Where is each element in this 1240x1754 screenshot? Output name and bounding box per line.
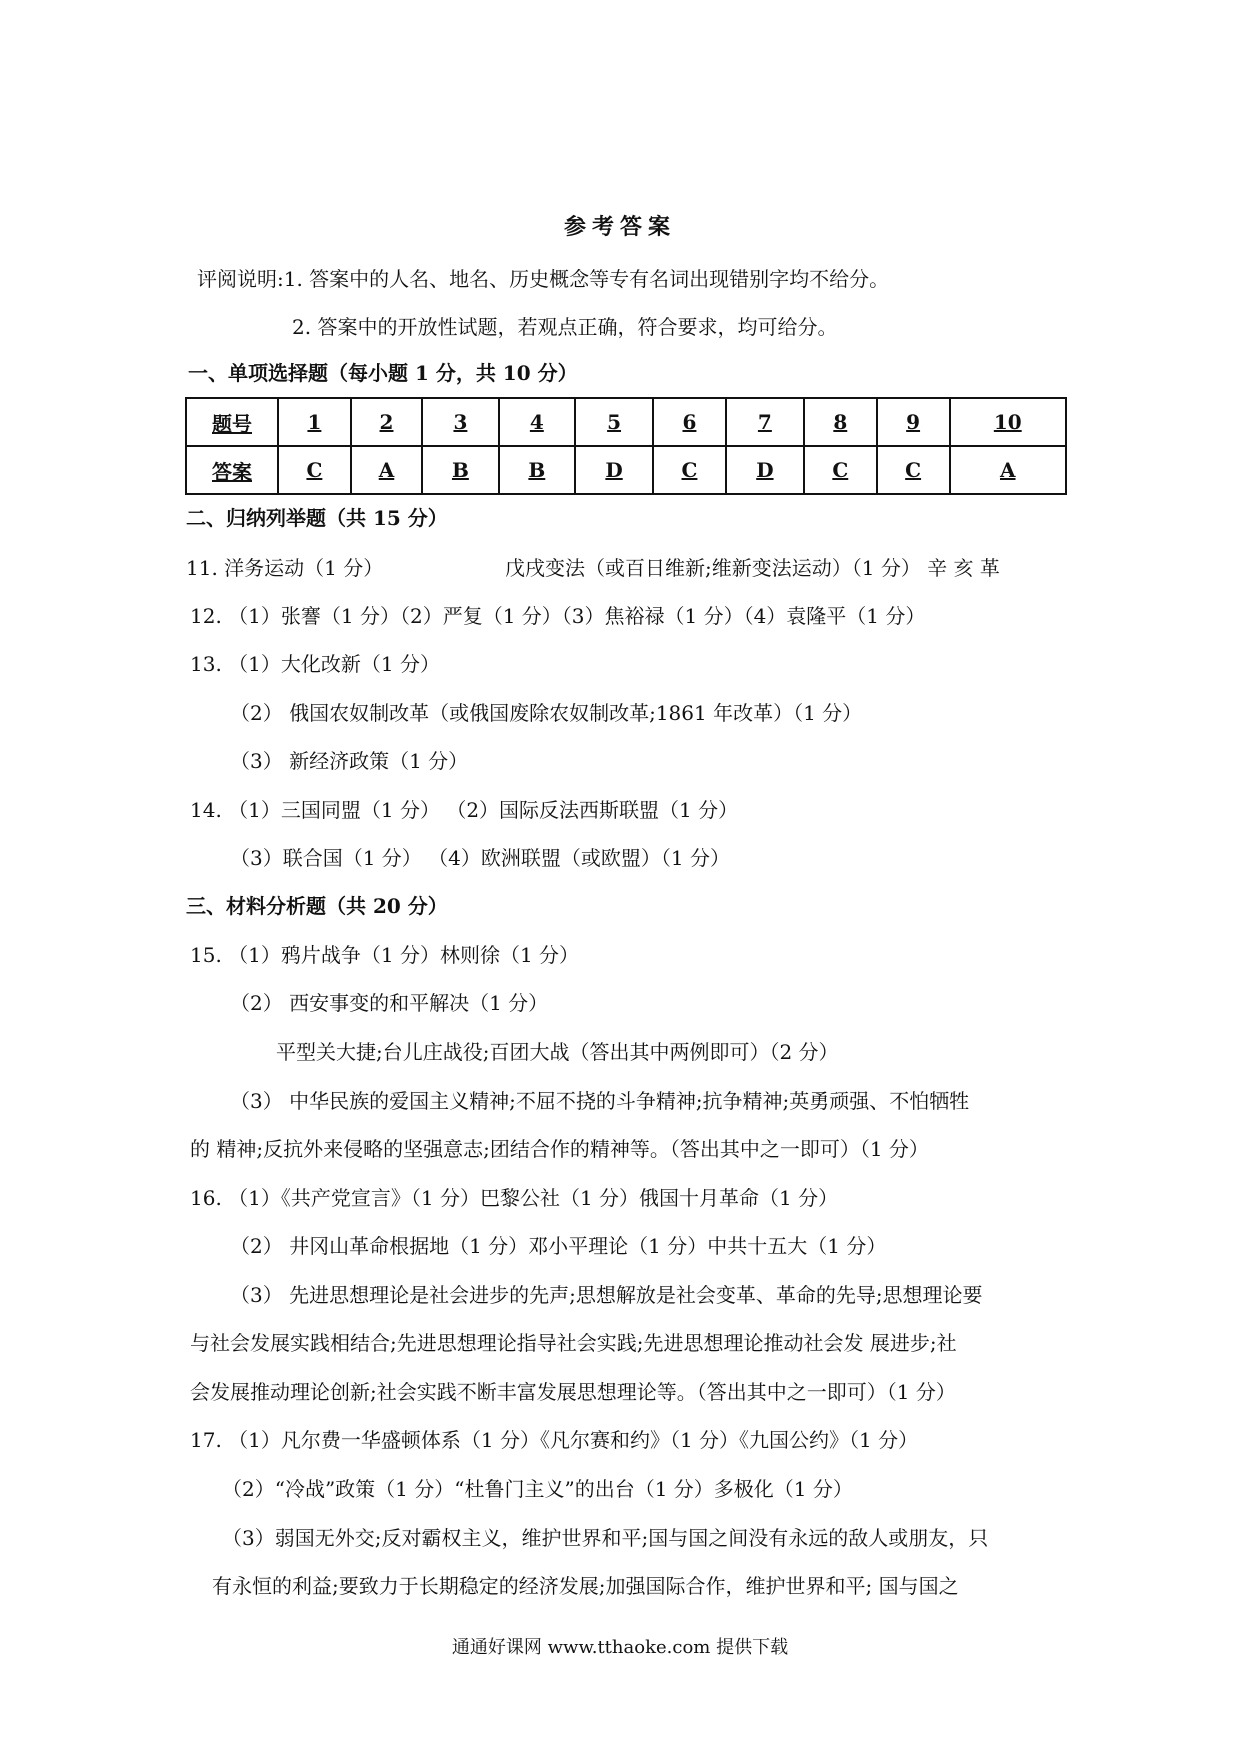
answer-q17-3b: 有永恒的利益;要致力于长期稳定的经济发展;加强国际合作，维护世界和平; 国与国之 xyxy=(212,1574,959,1598)
section-2-heading: 二、归纳列举题（共 15 分） xyxy=(186,506,448,530)
table-cell: 1 xyxy=(278,398,351,446)
table-cell: A xyxy=(351,446,422,494)
section-1-heading: 一、单项选择题（每小题 1 分，共 10 分） xyxy=(188,361,578,385)
answer-q15-1: 15. （1）鸦片战争（1 分）林则徐（1 分） xyxy=(190,943,580,967)
row-label-answer: 答案 xyxy=(186,446,278,494)
answer-q16-1: 16. （1）《共产党宣言》（1 分）巴黎公社（1 分）俄国十月革命（1 分） xyxy=(190,1186,839,1210)
table-cell: 7 xyxy=(726,398,804,446)
answer-q15-3a: （3） 中华民族的爱国主义精神;不屈不挠的斗争精神;抗争精神;英勇顽强、不怕牺牲 xyxy=(230,1089,970,1113)
table-cell: 4 xyxy=(499,398,575,446)
table-cell: B xyxy=(422,446,498,494)
table-cell: B xyxy=(499,446,575,494)
row-label-number: 题号 xyxy=(186,398,278,446)
answer-q16-2: （2） 井冈山革命根据地（1 分）邓小平理论（1 分）中共十五大（1 分） xyxy=(230,1234,887,1258)
section-3-heading: 三、材料分析题（共 20 分） xyxy=(186,894,448,918)
table-cell: C xyxy=(278,446,351,494)
table-cell: 5 xyxy=(575,398,653,446)
answer-q17-3a: （3）弱国无外交;反对霸权主义，维护世界和平;国与国之间没有永远的敌人或朋友，只 xyxy=(222,1526,989,1550)
table-cell: C xyxy=(804,446,877,494)
grading-note-2: 2. 答案中的开放性试题，若观点正确，符合要求，均可给分。 xyxy=(292,315,838,339)
answer-q16-3a: （3） 先进思想理论是社会进步的先声;思想解放是社会变革、革命的先导;思想理论要 xyxy=(230,1283,983,1307)
table-cell: A xyxy=(950,446,1066,494)
grading-note-1: 评阅说明:1. 答案中的人名、地名、历史概念等专有名词出现错别字均不给分。 xyxy=(197,267,890,291)
answer-q12: 12. （1）张謇（1 分）（2）严复（1 分）（3）焦裕禄（1 分）（4）袁隆平（1 分） xyxy=(190,604,926,628)
table-cell: C xyxy=(653,446,726,494)
table-cell: D xyxy=(726,446,804,494)
answer-q11-part2: 戊戌变法（或百日维新;维新变法运动）（1 分） 辛 亥 革 xyxy=(505,556,1000,580)
answer-q16-3b: 与社会发展实践相结合;先进思想理论指导社会实践;先进思想理论推动社会发 展进步;社 xyxy=(190,1331,957,1355)
answer-q15-2b: 平型关大捷;台儿庄战役;百团大战（答出其中两例即可）（2 分） xyxy=(276,1040,839,1064)
page-title: 参考答案 xyxy=(563,214,676,240)
answer-q13-3: （3） 新经济政策（1 分） xyxy=(230,749,469,773)
table-cell: 2 xyxy=(351,398,422,446)
table-cell: D xyxy=(575,446,653,494)
table-cell: 6 xyxy=(653,398,726,446)
table-cell: C xyxy=(877,446,950,494)
answer-q14-1: 14. （1）三国同盟（1 分） （2）国际反法西斯联盟（1 分） xyxy=(190,798,739,822)
answer-q16-3c: 会发展推动理论创新;社会实践不断丰富发展思想理论等。（答出其中之一即可）（1 分） xyxy=(190,1380,956,1404)
table-row xyxy=(186,398,1066,446)
answer-q17-2: （2）“冷战”政策（1 分）“杜鲁门主义”的出台（1 分）多极化（1 分） xyxy=(222,1477,853,1501)
answer-q13-2: （2） 俄国农奴制改革（或俄国废除农奴制改革;1861 年改革）（1 分） xyxy=(230,701,863,725)
answer-q17-1: 17. （1）凡尔费一华盛顿体系（1 分）《凡尔赛和约》（1 分）《九国公约》（1 分） xyxy=(190,1428,919,1452)
answer-q15-2: （2） 西安事变的和平解决（1 分） xyxy=(230,991,549,1015)
table-row xyxy=(186,446,1066,494)
table-cell: 10 xyxy=(950,398,1066,446)
answer-q14-2: （3）联合国（1 分） （4）欧洲联盟（或欧盟）（1 分） xyxy=(230,846,730,870)
answer-table xyxy=(185,397,1067,495)
table-cell: 3 xyxy=(422,398,498,446)
footer-credit: 通通好课网 www.tthaoke.com 提供下载 xyxy=(451,1637,789,1658)
table-cell: 8 xyxy=(804,398,877,446)
answer-q15-3b: 的 精神;反抗外来侵略的坚强意志;团结合作的精神等。（答出其中之一即可）（1 分） xyxy=(190,1137,929,1161)
answer-q13-1: 13. （1）大化改新（1 分） xyxy=(190,652,440,676)
table-cell: 9 xyxy=(877,398,950,446)
answer-q11-part1: 11. 洋务运动（1 分） xyxy=(186,556,384,580)
